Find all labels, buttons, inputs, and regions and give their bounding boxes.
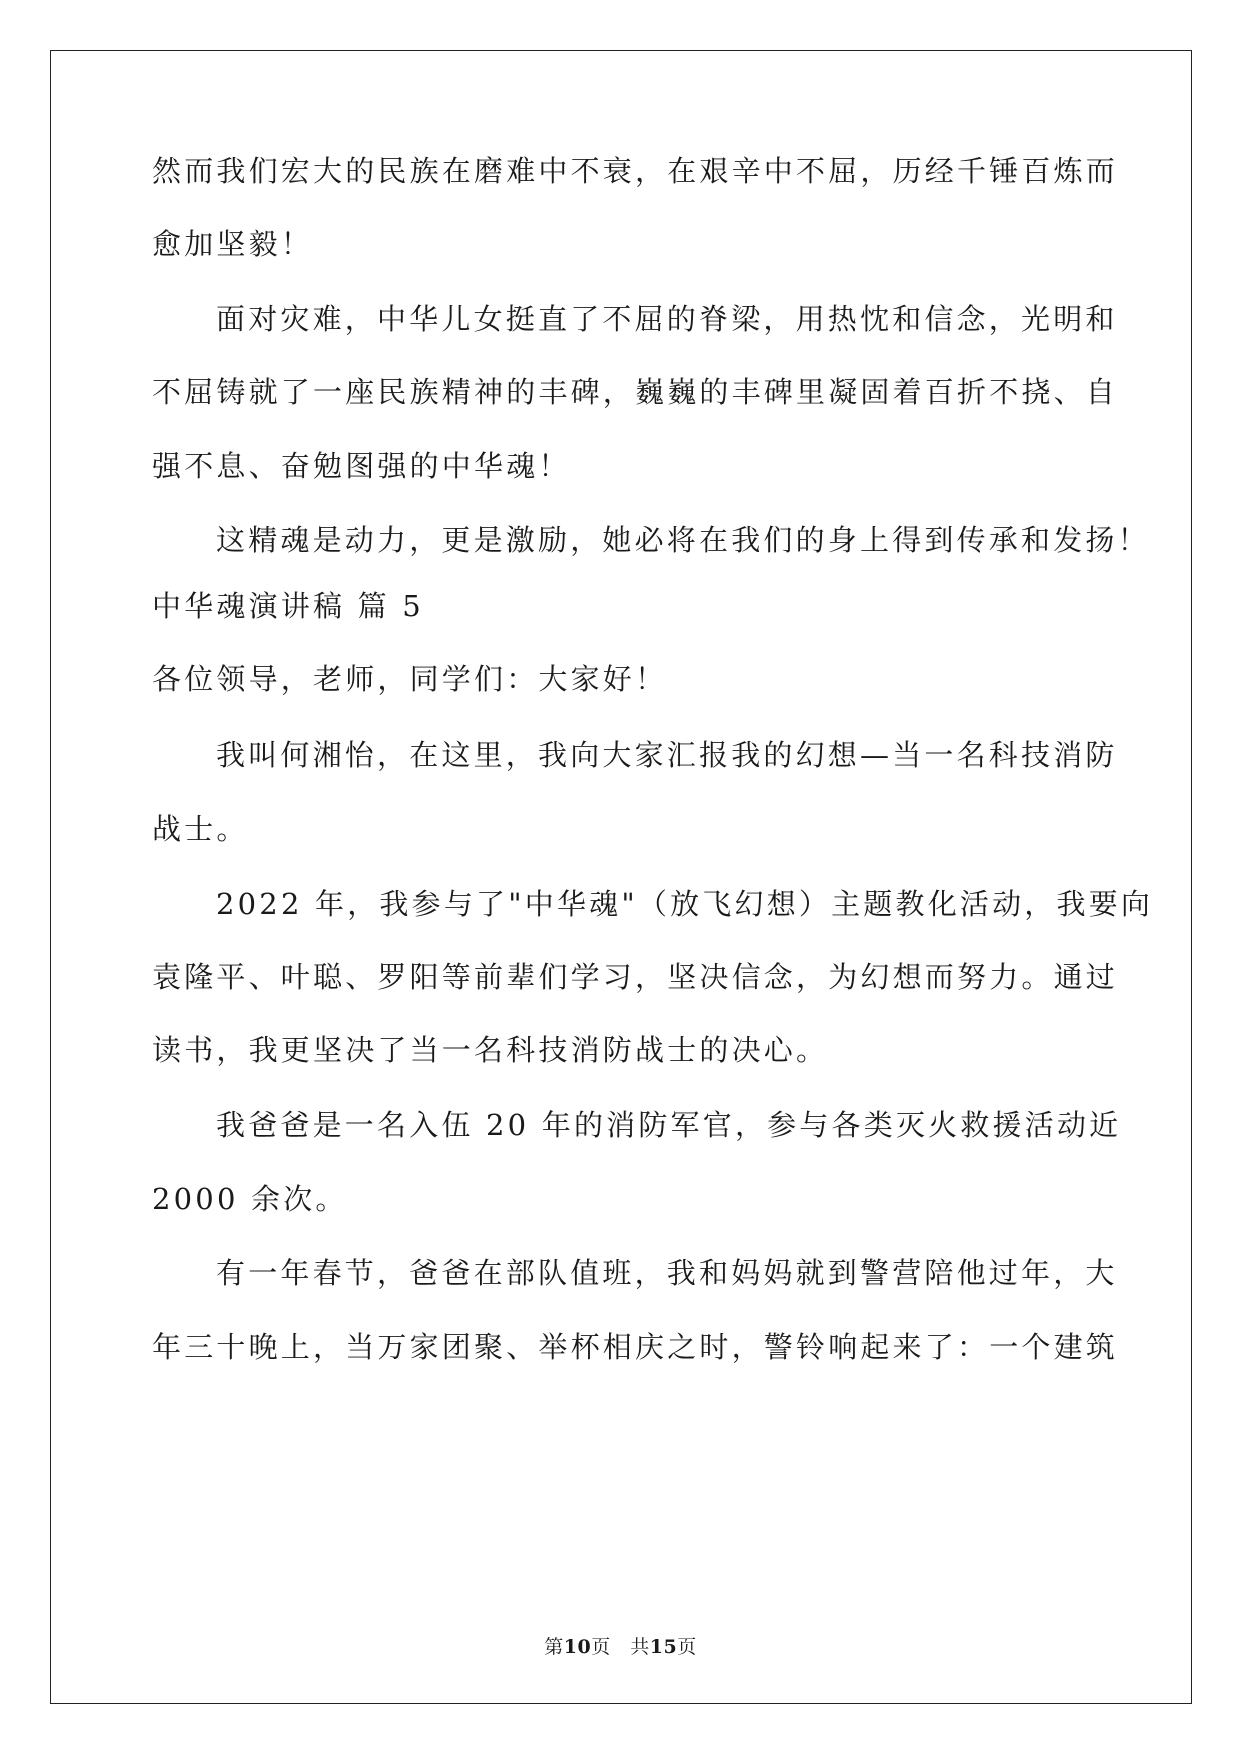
text-line: 不屈铸就了一座民族精神的丰碑，巍巍的丰碑里凝固着百折不挠、自 (152, 375, 1119, 409)
paragraph-start-line: 我爸爸是一名入伍 20 年的消防军官，参与各类灭火救援活动近 (216, 1108, 1122, 1142)
section-heading: 中华魂演讲稿 篇 5 (152, 589, 424, 623)
text-line: 强不息、奋勉图强的中华魂！ (152, 449, 571, 483)
paragraph-start-line: 我叫何湘怡，在这里，我向大家汇报我的幻想—当一名科技消防 (216, 738, 1118, 772)
page-border (50, 50, 1192, 1704)
paragraph-start-line: 面对灾难，中华儿女挺直了不屈的脊梁，用热忱和信念，光明和 (216, 302, 1118, 336)
total-page-number: 15 (649, 1636, 678, 1658)
greeting-line: 各位领导，老师，同学们：大家好！ (152, 662, 668, 696)
text-line: 然而我们宏大的民族在磨难中不衰，在艰辛中不屈，历经千锤百炼而 (152, 154, 1119, 188)
footer-middle: 页 共 (591, 1636, 650, 1658)
page-footer (0, 1638, 1241, 1657)
paragraph-start-line: 2022 年，我参与了"中华魂"（放飞幻想）主题教化活动，我要向 (216, 887, 1154, 921)
current-page-number: 10 (563, 1636, 592, 1658)
text-line: 2000 余次。 (152, 1182, 348, 1216)
footer-prefix: 第 (544, 1636, 564, 1658)
paragraph-start-line: 有一年春节，爸爸在部队值班，我和妈妈就到警营陪他过年，大 (216, 1256, 1118, 1290)
footer-suffix: 页 (677, 1636, 697, 1658)
text-line: 愈加坚毅！ (152, 227, 314, 261)
text-line: 年三十晚上，当万家团聚、举杯相庆之时，警铃响起来了：一个建筑 (152, 1330, 1119, 1364)
text-line: 读书，我更坚决了当一名科技消防战士的决心。 (152, 1033, 829, 1067)
paragraph-start-line: 这精魂是动力，更是激励，她必将在我们的身上得到传承和发扬！ (216, 523, 1150, 557)
text-line: 袁隆平、叶聪、罗阳等前辈们学习，坚决信念，为幻想而努力。通过 (152, 960, 1119, 994)
text-line: 战士。 (152, 812, 249, 846)
